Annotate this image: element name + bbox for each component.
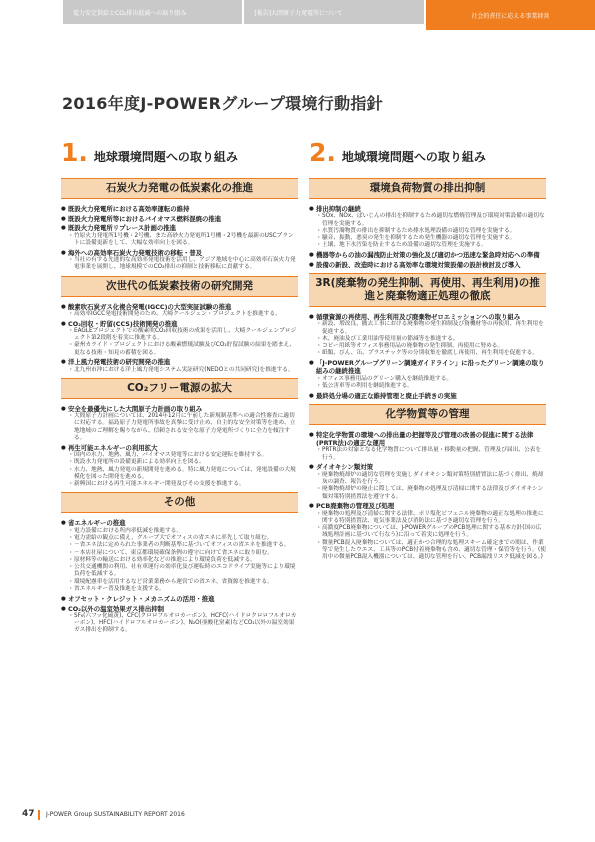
sub-item: ・ 当社の有する先進的な高効率発電技術を活用し、アジア地域を中心に高効率石炭火力発電事業を展開し、地球規模でのCO₂排出の抑制と技術移転に貢献する。 (68, 257, 298, 272)
item-text: CO₂回収・貯留(CCS)技術開発の推進 (68, 319, 178, 328)
sub-item: ・ 省エネルギー普及推進を支援する。 (68, 586, 298, 593)
footer-divider (38, 810, 40, 820)
item-text: 省エネルギーの推進 (68, 519, 126, 528)
sub-item: ・ SF₆(六フッ化硫黄)、CFC(クロロフルオロカーボン)、HCFC(ハイドロクロロフルオロカーボン)、HFC(ハイドロフルオロカーボン)、N₂O(亜酸化窒素)などCO₂以外の温室効果ガス排出を抑制する。 (68, 613, 298, 635)
item-text: 既設火力発電所における高効率運転の維持 (68, 205, 190, 213)
sub-item: ・ 竹原火力発電所1号機・2号機、また高砂火力発電所1号機・2号機を最新のUSCプラントに設備更新をして、大幅な効率向上を図る。 (68, 233, 298, 248)
item-text: オフセット・クレジット・メカニズムの活用・推進 (68, 594, 215, 603)
section-band: 石炭火力発電の低炭素化の推進 (61, 178, 298, 199)
sub-list (316, 511, 546, 562)
item-list (61, 303, 298, 374)
section-title: 地域環境問題への取り組み (341, 150, 486, 164)
item-list (61, 205, 298, 272)
sub-item: ・ 騒音、振動、悪臭の発生を抑制するため発生機器の適切な管理を実施する。 (316, 235, 546, 242)
sub-list (68, 613, 298, 635)
regional-environment-column (309, 140, 546, 563)
list-item (61, 358, 298, 374)
list-item (61, 224, 298, 247)
sub-item: ・ 水力、地熱、風力発電の新規開発を進める。特に風力発電については、発電設備の大規模化を図った開発を進める。 (68, 467, 298, 482)
sub-list (316, 376, 546, 391)
sub-item: ・ 既設水力発電所の設備更新による効率向上を図る。 (68, 459, 298, 466)
sub-list (68, 452, 298, 488)
section-band: CO₂フリー電源の拡大 (61, 378, 298, 399)
item-list (309, 205, 546, 269)
sub-list (68, 233, 298, 248)
sub-item: ・ 電力需給の観点に備え、グループ大でオフィスの省エネに率先して取り組む。 (68, 535, 298, 542)
list-item (309, 205, 546, 250)
item-text: 酸素吹石炭ガス化複合発電(IGCC)の大型実証試験の推進 (68, 302, 232, 311)
section-title: 地球環境問題への取り組み (93, 150, 238, 164)
sub-item: ・ 土壌、地下水汚染を防止するため設備の適切な管理を実施する。 (316, 242, 546, 249)
sub-item: ・ 木、廃油及び工業用油等使用量の節減等を推進する。 (316, 336, 546, 343)
sub-item: ・ 新興国における再生可能エネルギー開発及びその支援を推進する。 (68, 481, 298, 488)
sub-list (68, 311, 298, 318)
list-item (309, 261, 546, 269)
sub-item: ・ 環境配慮車を活用するなど営業業務から運営での省エネ、省資源を推進する。 (68, 579, 298, 586)
list-item (61, 320, 298, 357)
list-item (61, 595, 298, 603)
report-name: J-POWER Group SUSTAINABILITY REPORT 2016 (46, 811, 185, 818)
item-text: 排出抑制の継続 (316, 205, 361, 213)
sub-list (68, 367, 298, 374)
sub-item: ・ －省エネ法に定められた事業者の判断基準に基づいてオフィスの省エネを推進する。 (68, 542, 298, 549)
item-list (309, 313, 546, 400)
sub-item: ・ コピー用紙等オフィス事務用品の廃棄物の発生抑制、再使用に努める。 (316, 343, 546, 350)
list-item (309, 431, 546, 462)
sub-item: ・ 大間原子力計画については、2014年12月に午前した新規制基準への適合性審査に適切に対応する。福島原子力発電所事故を真摯に受け止め、自主的な安全対策等を進め、立地地域のご理解を賜りながら、信頼される安全な原子力発電所づくりに全力を傾注する。 (68, 413, 298, 442)
sub-list (316, 447, 546, 462)
sub-item: ・ 原材料等の輸送における効率化などの推進により環境負荷を低減する。 (68, 557, 298, 564)
column-heading (61, 140, 298, 170)
item-text: 洋上風力発電技術の研究開発の推進 (68, 358, 171, 367)
sub-item: ・ 北九州市沖における洋上風力発電システム実証研究(NEDOとの共同研究)を推進する。 (68, 367, 298, 374)
item-list (61, 519, 298, 634)
tab-social-responsibility[interactable]: 社会的責任に応える事業経営 (424, 0, 595, 30)
sub-item: ・ EAGLEプロジェクトでの酸素吹CO₂回収技術の成果を活用し、大崎クールジェンプロジェクト第2段階を着実に推進する。 (68, 328, 298, 343)
sub-item: ・ 水質汚濁物質の排出を抑制するため排水処理設備の適切な管理を実施する。 (316, 228, 546, 235)
tab-ohma-report[interactable]: [報告]大間原子力発電所について (242, 0, 423, 24)
list-item (61, 605, 298, 635)
list-item (309, 313, 546, 358)
sub-item: ・ －本店社屋について、東京都環境確保条例の遵守に向けて省エネに取り組む。 (68, 550, 298, 557)
section-band: 3R(廃棄物の発生抑制、再使用、再生利用)の推進と廃棄物適正処理の徹底 (309, 273, 546, 307)
section-band: 化学物質等の管理 (309, 404, 546, 425)
item-list (61, 405, 298, 489)
sub-item: ・ 電力設備における所内率低減を推進する。 (68, 528, 298, 535)
section-tabs (61, 0, 595, 30)
section-band: その他 (61, 492, 298, 513)
page-title: 2016年度J-POWERグループ環境行動指針 (62, 94, 383, 113)
sub-item: ・ オフィス事務用品のグリーン購入を継続推進する。 (316, 376, 546, 383)
item-text: 海外への高効率石炭火力発電技術の移転・普及 (68, 248, 203, 257)
sub-list (68, 328, 298, 357)
sub-list (316, 321, 546, 357)
sub-item: ・ 紙類、びん、缶、プラスチック等の分別収集を徹底し再使用、再生利用を促進する。 (316, 350, 546, 357)
item-text: PCB廃棄物の管理及び処理 (316, 502, 395, 511)
list-item (309, 502, 546, 561)
sub-item: ・ 廃棄物焼却炉の適切な管理を実施しダイオキシン類対策特別措置法に基づく排出、焼却灰の調査、報告を行う。 (316, 472, 546, 487)
sub-item: ・ 国内の水力、地熱、風力、バイオマス発電等における安定運転を維持する。 (68, 452, 298, 459)
sub-item: ・ 新設、増改良、撤去工事における廃棄物の発生抑制及び資機材等の再使用、再生利用を促進する。 (316, 321, 546, 336)
list-item (309, 359, 546, 390)
sub-item: ・ 低公害車等の利用を継続推進する。 (316, 383, 546, 390)
list-item (61, 303, 298, 319)
sub-list (316, 213, 546, 249)
sub-item: ・ 豪州カライド・プロジェクトにおける酸素燃焼試験及びCO₂貯留試験の結果を踏まえ、更なる技術・知見の蓄積を図る。 (68, 342, 298, 357)
item-text: 機器等からの油の漏洩防止対策の強化及び適切かつ迅速な緊急時対応への準備 (316, 251, 540, 260)
sub-item: ・ SOx、NOx、ばいじんの排出を抑制するため適切な燃焼管理及び環境対策設備の適切な管理を実施する。 (316, 213, 546, 228)
list-item (309, 463, 546, 500)
list-item (61, 405, 298, 442)
item-list (309, 431, 546, 562)
sub-item: ・ 高濃度PCB廃棄物については、J-POWERグループのPCB処理に関する基本方針(国の広域処理計画に基づいて行なう)に沿って着実に処理を行う。 (316, 525, 546, 540)
sub-item: ・ PRTR法の対象となる化学物質について排出量・移動量の把握、管理及び届出、公表を行う。 (316, 447, 546, 462)
item-text: 最終処分場の適正な維持管理と廃止手続きの実施 (316, 391, 457, 400)
list-item (61, 249, 298, 272)
section-list (61, 178, 298, 635)
sub-list (68, 257, 298, 272)
column-heading (309, 140, 546, 170)
sub-list (316, 472, 546, 501)
list-item (309, 392, 546, 400)
sub-list (68, 528, 298, 594)
section-band: 次世代の低炭素技術の研究開発 (61, 276, 298, 297)
page-number: 47 (22, 809, 35, 819)
sub-list (68, 413, 298, 442)
section-band: 環境負荷物質の排出抑制 (309, 178, 546, 199)
tab-stable-supply[interactable]: 電力安定供給とCO₂排出低減への取り組み (61, 0, 242, 24)
section-number: 2. (309, 138, 336, 167)
list-item (61, 444, 298, 489)
section-number: 1. (61, 138, 88, 167)
sub-item: ・ 高効率IGCC発電技術開発のため、大崎クールジェン・プロジェクトを推進する。 (68, 311, 298, 318)
item-text: 再生可能エネルギーの利用拡大 (68, 443, 158, 452)
sub-item: ・ 廃棄物焼却炉の廃止に際しては、廃棄物の処理及び清掃に関する法律及びダイオキシン類対策特別措置法を遵守する。 (316, 486, 546, 501)
item-text: 既設火力発電所等におけるバイオマス燃料混焼の推進 (68, 214, 222, 223)
item-text: 既設火力発電所リプレース計画の推進 (68, 224, 177, 233)
item-text: 循環資源の再使用、再生利用及び廃棄物ゼロエミッションへの取り組み (316, 313, 521, 322)
item-text: CO₂以外の温室効果ガス排出抑制 (68, 604, 164, 613)
page-footer (0, 807, 595, 827)
list-item (61, 215, 298, 223)
sub-item: ・ 微量PCB混入廃棄物については、適正かつ合理的な処理スキーム確定までの間は、作業等で発生したウエス、工具等のPCB付着廃棄物も含め、適切な管理・保管等を行う。(使用中の微量PCB混入機器については、適切な管理を行い、PCB漏洩リスク低減を図る。) (316, 540, 546, 562)
global-environment-column (61, 140, 298, 636)
item-text: ダイオキシン類対策 (316, 463, 373, 472)
list-item (61, 519, 298, 593)
item-text: 設備の新設、改造時における高効率な環境対策設備の設計検討及び導入 (316, 260, 521, 269)
list-item (309, 251, 546, 259)
item-text: 「J-POWERグループグリーン調達ガイドライン」に沿ったグリーン調達の取り組みの継続推進 (316, 359, 545, 376)
section-list (309, 178, 546, 562)
sub-item: ・ 公共交通機関の利用、社有車運行の効率化及び運転時のエコドライブ実施等により環境負荷を低減する。 (68, 564, 298, 579)
item-text: 安全を最優先にした大間原子力計画の取り組み (68, 404, 203, 413)
sub-item: ・ 廃棄物の処理及び清掃に関する法律、ポリ塩化ビフェニル廃棄物の適正な処理の推進に関する特別措置法、電気事業法及び消防法に基づき適切な管理を行う。 (316, 511, 546, 526)
item-text: 特定化学物質の環境への排出量の把握等及び管理の改善の促進に関する法律(PRTR法)の適正な運用 (316, 430, 534, 448)
list-item (61, 205, 298, 213)
